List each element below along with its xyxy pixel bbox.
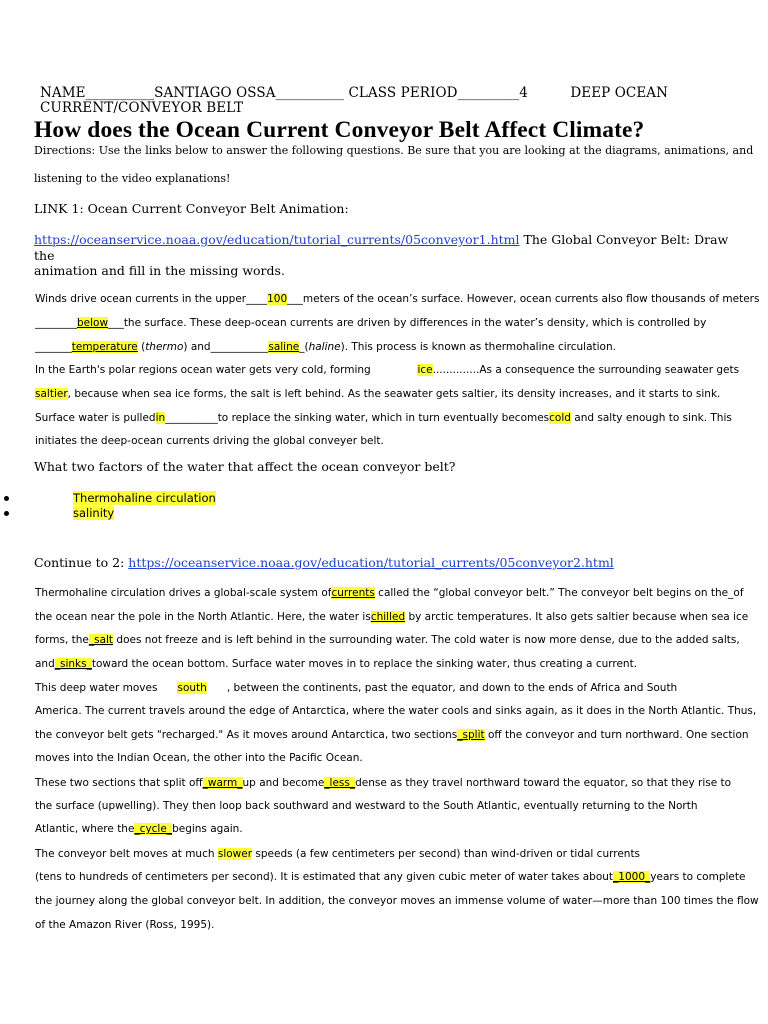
answer-blank[interactable]: cold: [549, 412, 571, 424]
part1-line-3: _______temperature (thermo) and___________saline_(haline). This process is known as thermohaline circulation.: [35, 341, 616, 353]
part2-line-10: the surface (upwelling). They then loop back southward and westward to the South Atlantic, eventually returning to the North: [35, 800, 698, 812]
part2-line-9: These two sections that split off_warm_up and become_less_dense as they travel northward toward the equator, so that they rise to: [35, 777, 732, 789]
part2-line-11: Atlantic, where the_cycle_begins again.: [35, 823, 243, 835]
answer-blank[interactable]: _1000_: [613, 871, 651, 883]
part1-line-2: ________below___the surface. These deep-ocean currents are driven by differences in the water’s density, which is controlled by: [35, 317, 707, 329]
part2-line-6: America. The current travels around the edge of Antarctica, where the water cools and sinks again, as it does in the North Atlantic. Thus,: [35, 705, 757, 717]
answer-blank[interactable]: chilled: [370, 611, 406, 623]
answer-blank[interactable]: _split: [457, 729, 485, 741]
link2-url[interactable]: https://oceanservice.noaa.gov/education/tutorial_currents/05conveyor2.html: [128, 555, 614, 570]
link1-after-text: The Global Conveyor Belt: Draw the: [34, 232, 729, 263]
part1-line-5: saltier, because when sea ice forms, the salt is left behind. As the seawater gets saltier, its density increases, and it starts to sink.: [35, 388, 721, 400]
part1-line-1: Winds drive ocean currents in the upper____100___meters of the ocean’s surface. However, ocean currents also flow thousands of meters: [35, 293, 760, 305]
part2-line-15: of the Amazon River (Ross, 1995).: [35, 919, 215, 931]
answer-blank[interactable]: _sinks_: [54, 658, 92, 670]
part2-line-3: forms, the_salt does not freeze and is left behind in the surrounding water. The cold water is now more dense, due to the added salts,: [35, 634, 740, 646]
bullet-item: salinity: [73, 506, 115, 520]
part2-line-4: and_sinks_toward the ocean bottom. Surface water moves in to replace the sinking water, thus creating a current.: [35, 658, 638, 670]
directions-line-1: Directions: Use the links below to answer the following questions. Be sure that you are looking at the diagrams, animations, and: [34, 144, 754, 157]
bullet-icon: [4, 496, 9, 501]
answer-blank[interactable]: saline: [268, 341, 300, 353]
link1-line-2: animation and fill in the missing words.: [34, 263, 285, 278]
question: What two factors of the water that affect the ocean conveyor belt?: [34, 459, 456, 474]
answer-blank[interactable]: _less_: [324, 777, 356, 789]
part2-line-12: The conveyor belt moves at much slower speeds (a few centimeters per second) than wind-driven or tidal currents: [35, 848, 641, 860]
link1-line: [34, 232, 734, 264]
answer-blank[interactable]: temperature: [71, 341, 138, 353]
answer-blank[interactable]: below: [77, 317, 109, 329]
bullet-icon: [4, 511, 9, 516]
answer-blank[interactable]: slower: [217, 848, 253, 860]
directions-line-2: listening to the video explanations!: [34, 172, 231, 185]
name-field: NAME__________SANTIAGO OSSA__________: [40, 85, 345, 101]
part1-line-6: Surface water is pulledin__________to replace the sinking water, which in turn eventually becomescold and salty enough to sink. This: [35, 412, 732, 424]
part2-line-2: the ocean near the pole in the North Atlantic. Here, the water ischilled by arctic temperatures. It also gets saltier because when sea ice: [35, 611, 749, 623]
answer-blank[interactable]: south: [177, 682, 207, 694]
answer-blank[interactable]: saltier: [35, 388, 68, 400]
answer-blank[interactable]: 100: [267, 293, 288, 305]
answer-blank[interactable]: ice: [417, 364, 433, 376]
answer-blank[interactable]: _warm_: [202, 777, 243, 789]
link2-line: Continue to 2: https://oceanservice.noaa.gov/education/tutorial_currents/05conveyor2.html: [34, 555, 614, 570]
answer-blank[interactable]: in: [155, 412, 166, 424]
part1-line-7: initiates the deep-ocean currents driving the global conveyer belt.: [35, 435, 384, 447]
topic-label-line2: CURRENT/CONVEYOR BELT: [40, 100, 244, 116]
bullet-item: Thermohaline circulation: [73, 491, 216, 505]
part2-line-7: the conveyor belt gets "recharged." As it moves around Antarctica, two sections_split off the conveyor and turn northward. One section: [35, 729, 749, 741]
answer-blank[interactable]: currents: [331, 587, 375, 599]
page-title: How does the Ocean Current Conveyor Belt Affect Climate?: [34, 117, 645, 143]
part2-line-13: (tens to hundreds of centimeters per second). It is estimated that any given cubic meter of water takes about_1000_years to complete: [35, 871, 746, 883]
student-header: [40, 86, 740, 116]
part2-line-8: moves into the Indian Ocean, the other into the Pacific Ocean.: [35, 752, 363, 764]
link1-heading: LINK 1: Ocean Current Conveyor Belt Animation:: [34, 201, 349, 216]
class-period-field: CLASS PERIOD_________4: [348, 85, 528, 101]
link1-url[interactable]: https://oceanservice.noaa.gov/education/tutorial_currents/05conveyor1.html: [34, 232, 520, 247]
part2-line-14: the journey along the global conveyor belt. In addition, the conveyor moves an immense volume of water—more than 100 times the flow: [35, 895, 759, 907]
part1-line-4: In the Earth's polar regions ocean water gets very cold, forming ice..............As a consequence the surrounding seawater gets: [35, 364, 740, 376]
part2-line-1: Thermohaline circulation drives a global-scale system ofcurrents called the “global conveyor belt.” The conveyor belt begins on the_of: [35, 587, 744, 599]
topic-label: DEEP OCEAN: [570, 85, 669, 101]
part2-line-5: This deep water moves south , between the continents, past the equator, and down to the ends of Africa and South: [35, 682, 678, 694]
answer-blank[interactable]: _cycle_: [134, 823, 173, 835]
answer-blank[interactable]: _salt: [88, 634, 114, 646]
